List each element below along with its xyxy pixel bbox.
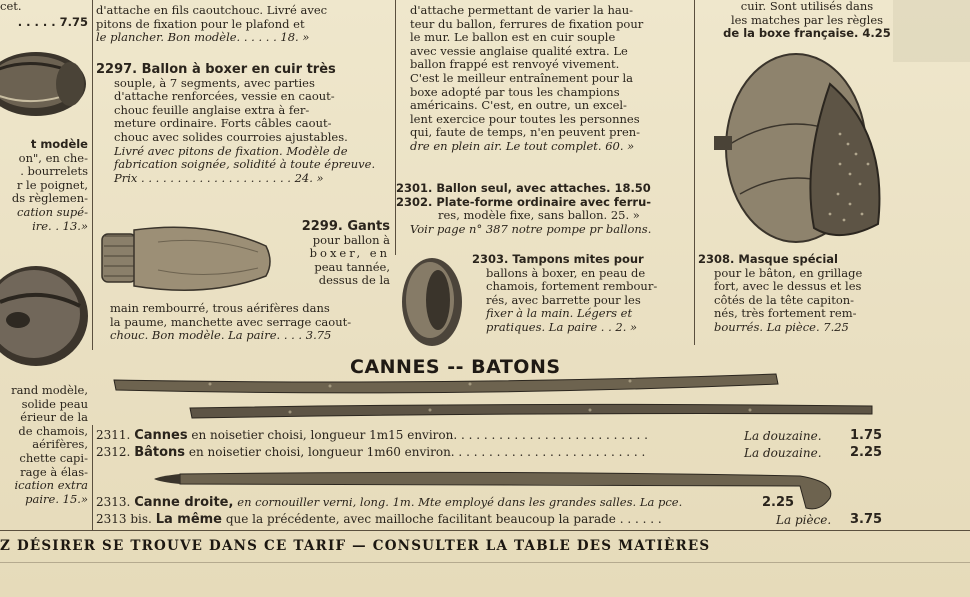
- text-line: les matches par les règles: [730, 12, 884, 27]
- footer-rule-bottom: [0, 562, 970, 563]
- text-line: r le poignet,: [16, 177, 88, 192]
- text-line: de chamois,: [18, 423, 88, 438]
- text-line: chette capi-: [19, 450, 88, 465]
- item-number: 2313.: [96, 495, 131, 509]
- text-line: rage à élas-: [20, 464, 88, 479]
- text-line: aérifères,: [32, 437, 88, 452]
- text-line: rés, avec barrette pour les: [486, 292, 641, 307]
- price-line: pratiques. La paire . . 2. »: [486, 319, 638, 334]
- text-line: la paume, manchette avec serrage caout-: [110, 314, 352, 329]
- item-title: 2303. Tampons mites pour: [472, 252, 644, 266]
- boxing-glove-image-2: [0, 262, 88, 374]
- item-2308: [698, 253, 898, 335]
- price-line: le plancher. Bon modèle. . . . . . 18. »: [96, 30, 310, 45]
- text-line: lent exercice pour toutes les personnes: [410, 111, 640, 126]
- text-line: ballon frappé est renvoyé vivement.: [410, 57, 620, 72]
- price-line: bourrés. La pièce. 7.25: [714, 319, 849, 334]
- text-line: d'attache permettant de varier la hau-: [410, 3, 633, 17]
- item-desc: en cornouiller verni, long. 1m. Mte employé dans les grandes salles. La pce.: [237, 495, 683, 509]
- row-2311-unit: La douzaine.: [744, 429, 822, 443]
- text-line: C'est le meilleur entraînement pour la: [410, 70, 634, 85]
- column-2-intro: [96, 4, 390, 45]
- items-2301-2302: [396, 182, 692, 236]
- footer-banner: Z DÉSIRER SE TROUVE DANS CE TARIF — CONSULTER LA TABLE DES MATIÈRES: [0, 538, 711, 554]
- item-line: 2301. Ballon seul, avec attaches. 18.50: [396, 181, 651, 195]
- text-line: rand modèle,: [11, 383, 88, 397]
- row-2313-bis-price: 3.75: [850, 512, 883, 527]
- text-line: main rembourré, trous aérifères dans: [110, 301, 330, 315]
- left-column-text: [0, 138, 88, 233]
- item-2297: [96, 63, 390, 185]
- item-2303: [472, 253, 692, 335]
- item-title: 2308. Masque spécial: [698, 252, 838, 266]
- text-line: cation supé-: [17, 204, 88, 219]
- item-desc: en noisetier choisi, longueur 1m15 environ. . . . . . . . . . . . . . . . . . . . . . . . . .: [191, 428, 648, 442]
- item-desc: que la précédente, avec mailloche facilitant beaucoup la parade . . . . . .: [225, 512, 662, 526]
- row-2311: [96, 428, 648, 443]
- text-line: d'attache en fils caoutchouc. Livré avec: [96, 3, 328, 17]
- text-line: fixer à la main. Légers et: [486, 306, 633, 321]
- fencing-mask-image: [710, 44, 890, 246]
- text-line: nés, très fortement rem-: [714, 306, 857, 321]
- item-title: 2299. Gants: [301, 219, 390, 234]
- row-2312: [96, 445, 645, 460]
- text-line: fort, avec le dessus et les: [714, 279, 862, 294]
- left-column: [0, 0, 88, 29]
- column-3-intro: [410, 4, 692, 154]
- text-line: Livré avec pitons de fixation. Modèle de: [114, 143, 348, 158]
- text-line: souple, à 7 segments, avec parties: [114, 75, 315, 90]
- price-line: ire. . 13.»: [32, 218, 88, 233]
- text-line: américains. C'est, en outre, un excel-: [410, 98, 627, 113]
- item-number: 2311.: [96, 428, 131, 442]
- text-line: cet.: [0, 0, 22, 13]
- item-2299-body: [110, 302, 392, 343]
- text-line: boxe adopté par tous les champions: [410, 84, 620, 99]
- text-line: le mur. Le ballon est en cuir souple: [410, 30, 616, 45]
- item-number: 2313 bis.: [96, 512, 152, 526]
- price-line: dre en plein air. Le tout complet. 60. »: [410, 138, 635, 153]
- row-2312-unit: La douzaine.: [744, 446, 822, 460]
- text-line: peau tannée,: [314, 259, 390, 274]
- price-line: chouc. Bon modèle. La paire. . . . 3.75: [110, 328, 332, 343]
- item-title: 2297. Ballon à boxer en cuir très: [96, 62, 336, 77]
- text-line: pour ballon à: [312, 232, 390, 247]
- scan-shadow: [893, 0, 970, 62]
- text-line: ballons à boxer, en peau de: [486, 265, 646, 280]
- boxing-glove-image: [0, 44, 90, 126]
- footer-rule: [0, 530, 970, 531]
- text-line: chamois, fortement rembour-: [486, 279, 658, 294]
- text-line: t modèle: [30, 137, 88, 151]
- text-line: ds règlemen-: [11, 191, 88, 206]
- text-line: res, modèle fixe, sans ballon. 25. »: [438, 208, 640, 223]
- text-line: pitons de fixation pour le plafond et: [96, 16, 305, 31]
- item-title: 2302. Plate-forme ordinaire avec ferru-: [396, 194, 652, 209]
- text-line: érieur de la: [20, 410, 88, 425]
- row-2312-price: 2.25: [850, 445, 883, 460]
- text-line: avec vessie anglaise qualité extra. Le: [410, 43, 628, 58]
- text-line: on", en che-: [18, 150, 88, 165]
- column-rule: [92, 425, 93, 530]
- text-line: pour le bâton, en grillage: [714, 265, 863, 280]
- boxing-gloves-image: [98, 222, 274, 294]
- text-line: dessus de la: [318, 273, 390, 288]
- price-line: . . . . . 7.75: [17, 14, 88, 29]
- punch-pad-image: [398, 254, 470, 350]
- text-line: côtés de la tête capiton-: [714, 292, 855, 307]
- canes-image: [110, 372, 880, 420]
- row-2313: [96, 495, 682, 510]
- section-title: CANNES -- BATONS: [350, 356, 561, 378]
- item-name: Cannes: [134, 428, 188, 443]
- text-line: solide peau: [21, 396, 88, 411]
- text-line: boxer, en: [309, 246, 390, 261]
- price-line: de la boxe française. 4.25: [723, 26, 891, 41]
- price-line: paire. 15.»: [25, 491, 88, 506]
- row-2313-bis: [96, 512, 662, 527]
- item-name: Bâtons: [134, 445, 186, 460]
- text-line: qui, faute de temps, n'en peuvent pren-: [410, 125, 641, 140]
- item-name: Canne droite,: [134, 495, 234, 510]
- text-line: fabrication soignée, solidité à toute épreuve.: [114, 157, 376, 172]
- row-2313-bis-unit: La pièce.: [776, 513, 832, 527]
- text-line: cuir. Sont utilisés dans: [740, 0, 874, 13]
- text-line: Voir page n° 387 notre pompe pr ballons.: [410, 221, 652, 236]
- item-desc: en noisetier choisi, longueur 1m60 environ. . . . . . . . . . . . . . . . . . . . . . . . . .: [188, 445, 646, 459]
- row-2311-price: 1.75: [850, 428, 883, 443]
- item-name: La même: [155, 512, 222, 527]
- text-line: chouc feuille anglaise extra à fer-: [114, 102, 310, 117]
- row-2313-price: 2.25: [762, 495, 795, 510]
- left-column-text-2: [0, 384, 88, 506]
- text-line: ication extra: [14, 478, 88, 493]
- price-line: Prix . . . . . . . . . . . . . . . . . . . . . 24. »: [114, 170, 324, 185]
- column-4-intro: [712, 0, 902, 41]
- item-number: 2312.: [96, 445, 131, 459]
- text-line: teur du ballon, ferrures de fixation pour: [410, 16, 644, 31]
- column-rule: [92, 0, 93, 350]
- text-line: . bourrelets: [20, 164, 88, 179]
- column-rule: [694, 0, 695, 345]
- item-2299-head: [270, 220, 390, 288]
- text-line: d'attache renforcées, vessie en caout-: [114, 89, 335, 104]
- text-line: chouc avec solides courroies ajustables.: [114, 129, 348, 144]
- text-line: meture ordinaire. Forts câbles caout-: [114, 116, 332, 131]
